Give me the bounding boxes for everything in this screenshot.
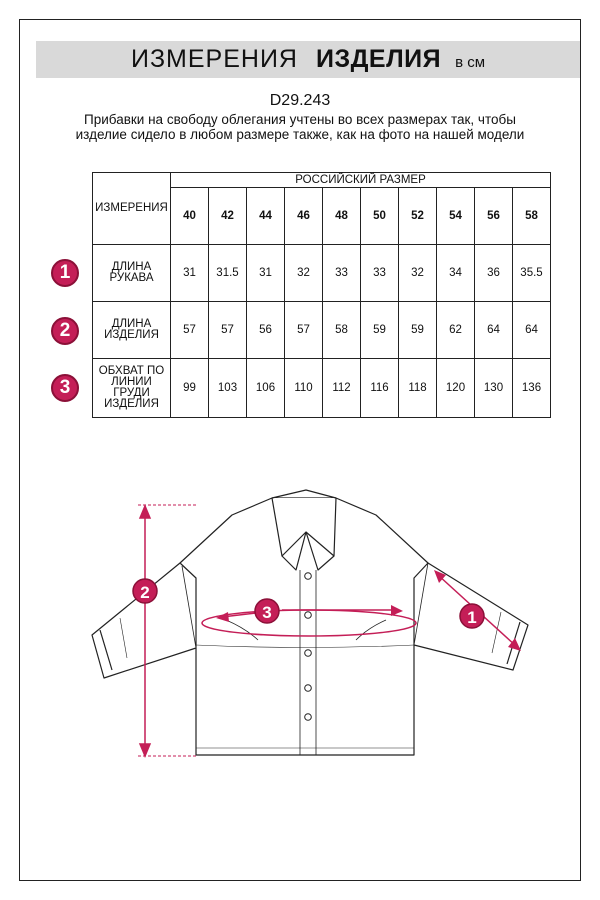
value-cell: 59 [361, 302, 399, 359]
diagram-badge-chest [255, 599, 279, 623]
row-label-line: РУКАВА [109, 272, 154, 284]
table-row-sleeve-length [93, 245, 551, 302]
size-cell: 56 [475, 188, 513, 245]
value-cell: 136 [513, 359, 551, 418]
size-table [92, 172, 551, 418]
article-number: D29.243 [269, 92, 331, 109]
row-label-line: ИЗДЕЛИЯ [104, 329, 159, 341]
diagram-badge-chest-label: 3 [262, 603, 272, 622]
value-cell: 31.5 [209, 245, 247, 302]
value-cell: 33 [323, 245, 361, 302]
row-label-line: ДЛИНА [111, 261, 152, 273]
title-unit: в см [455, 54, 486, 71]
diagram-badge-length [133, 579, 157, 603]
size-cell: 48 [323, 188, 361, 245]
size-cell: 42 [209, 188, 247, 245]
value-cell: 110 [285, 359, 323, 418]
measure-badge-2: 2 [51, 317, 79, 345]
corner-label: ИЗМЕРЕНИЯ [93, 173, 171, 245]
value-cell: 106 [247, 359, 285, 418]
value-cell: 57 [285, 302, 323, 359]
value-cell: 32 [285, 245, 323, 302]
diagram-badge-sleeve [460, 604, 484, 628]
value-cell: 31 [247, 245, 285, 302]
title-measurements: ИЗМЕРЕНИЯ [130, 45, 298, 73]
row-label [93, 245, 171, 302]
value-cell: 57 [209, 302, 247, 359]
fit-note: Прибавки на свободу облегания учтены во всех размерах так, чтобы изделие сидело в любом размере также, как на фото на нашей модели [75, 112, 525, 142]
title-product: ИЗДЕЛИЯ [315, 45, 442, 73]
measure-badge-3: 3 [51, 374, 79, 402]
row-label [93, 359, 171, 418]
size-cell: 46 [285, 188, 323, 245]
table-row-product-length [93, 302, 551, 359]
size-group-label: РОССИЙСКИЙ РАЗМЕР [171, 173, 551, 188]
size-cell: 40 [171, 188, 209, 245]
value-cell: 116 [361, 359, 399, 418]
value-cell: 99 [171, 359, 209, 418]
row-label-line: ДЛИНА [111, 318, 152, 330]
value-cell: 64 [475, 302, 513, 359]
value-cell: 31 [171, 245, 209, 302]
value-cell: 62 [437, 302, 475, 359]
value-cell: 120 [437, 359, 475, 418]
size-cell: 44 [247, 188, 285, 245]
table-row-chest-girth [93, 359, 551, 418]
size-cell: 50 [361, 188, 399, 245]
value-cell: 34 [437, 245, 475, 302]
size-cell: 54 [437, 188, 475, 245]
value-cell: 64 [513, 302, 551, 359]
row-label [93, 302, 171, 359]
size-cell: 58 [513, 188, 551, 245]
value-cell: 32 [399, 245, 437, 302]
value-cell: 59 [399, 302, 437, 359]
value-cell: 58 [323, 302, 361, 359]
row-label-line: ОБХВАТ ПО [98, 365, 165, 377]
value-cell: 103 [209, 359, 247, 418]
value-cell: 57 [171, 302, 209, 359]
table-header-row [93, 173, 551, 188]
value-cell: 118 [399, 359, 437, 418]
value-cell: 130 [475, 359, 513, 418]
measure-badge-1: 1 [51, 259, 79, 287]
size-cell: 52 [399, 188, 437, 245]
shirt-diagram [0, 470, 600, 770]
row-label-line: ИЗДЕЛИЯ [104, 398, 159, 410]
diagram-badge-length-label: 2 [140, 583, 150, 602]
diagram-badge-sleeve-label: 1 [467, 608, 477, 627]
value-cell: 33 [361, 245, 399, 302]
value-cell: 56 [247, 302, 285, 359]
value-cell: 112 [323, 359, 361, 418]
value-cell: 36 [475, 245, 513, 302]
value-cell: 35.5 [513, 245, 551, 302]
row-label-line: ЛИНИИ [111, 376, 152, 388]
title-bar [36, 41, 580, 78]
row-label-line: ГРУДИ [113, 387, 150, 399]
